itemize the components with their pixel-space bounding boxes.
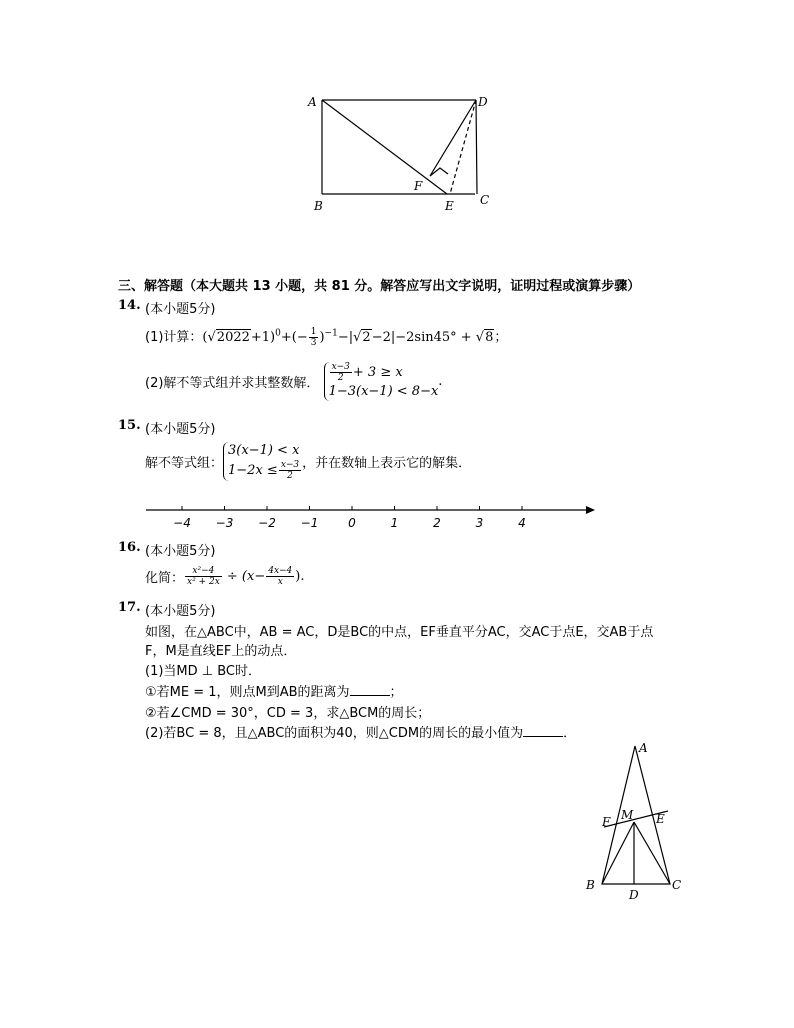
q14-score: (本小题5分) bbox=[145, 302, 216, 317]
q14-part1-sqrt: 2022 bbox=[216, 330, 250, 345]
fig2-label-A: A bbox=[639, 741, 648, 755]
q14-part2-l1-num: x−3 bbox=[331, 362, 350, 372]
q14-part2-l1-rest: + 3 ≥ x bbox=[352, 365, 403, 380]
q17-answer-blank-1[interactable] bbox=[350, 683, 390, 696]
q16-number: 16. bbox=[118, 540, 141, 555]
q17-line6 bbox=[145, 722, 576, 741]
q14-part1-exp1: −1 bbox=[324, 328, 338, 339]
q17-line4-a: ①若ME = 1，则点M到AB的距离为 bbox=[145, 685, 350, 700]
q16-prefix: 化简： bbox=[145, 571, 185, 586]
q14-part2-l2: 1−3(x−1) < 8−x bbox=[328, 384, 439, 399]
q17-line4 bbox=[145, 681, 403, 700]
q17-line3: (1)当MD ⊥ BC时． bbox=[145, 664, 261, 679]
q14-part1-expr-d: ) bbox=[319, 330, 325, 345]
q14-part1-expr-a: ( bbox=[202, 330, 208, 345]
label-D: D bbox=[478, 95, 488, 109]
fig2-label-F: F bbox=[602, 815, 611, 829]
number-line-tick-label: −3 bbox=[215, 516, 234, 530]
q16-mid: ÷ (x− bbox=[222, 569, 266, 584]
number-line-tick-label: 3 bbox=[475, 516, 484, 530]
q14-part1-expr-b: +1) bbox=[250, 330, 276, 345]
q16-end: ). bbox=[295, 569, 305, 584]
number-line-tick-label: 4 bbox=[518, 516, 526, 530]
q14-part1-frac-den: 3 bbox=[310, 338, 317, 348]
q15-body bbox=[145, 442, 471, 481]
label-C: C bbox=[480, 193, 490, 207]
q17-line6-a: (2)若BC = 8，且△ABC的面积为40，则△CDM的周长的最小值为 bbox=[145, 726, 524, 741]
q17-line2: F，M是直线EF上的动点． bbox=[145, 644, 297, 659]
q17-number: 17. bbox=[118, 600, 141, 615]
q14-part1-frac-num: 1 bbox=[310, 327, 317, 337]
q14-part1-sqrt2: 2 bbox=[362, 330, 371, 345]
fig2-label-C: C bbox=[672, 878, 682, 892]
label-E: E bbox=[445, 199, 454, 213]
q14-part1-label: (1)计算： bbox=[145, 330, 203, 345]
q14-part2-end: . bbox=[438, 374, 443, 389]
q16-frac1-den: x² + 2x bbox=[187, 577, 220, 587]
fig2-label-B: B bbox=[586, 878, 595, 892]
number-line-tick-label: 1 bbox=[390, 516, 399, 530]
q15-number: 15. bbox=[118, 418, 141, 433]
q17-answer-blank-2[interactable] bbox=[523, 724, 563, 737]
q17-score: (本小题5分) bbox=[145, 604, 216, 619]
q16-score: (本小题5分) bbox=[145, 544, 216, 559]
number-line-tick-label: −1 bbox=[300, 516, 319, 530]
number-line-tick-label: −2 bbox=[258, 516, 276, 530]
number-line-tick-label: 2 bbox=[433, 516, 441, 530]
q14-part1-end: ； bbox=[494, 330, 508, 345]
q17-line5: ②若∠CMD = 30°，CD = 3，求△BCM的周长； bbox=[145, 706, 431, 721]
q17-line6-b: ． bbox=[563, 726, 577, 741]
q14-part1-expr-c: +(− bbox=[280, 330, 308, 345]
q14-number: 14. bbox=[118, 298, 141, 313]
q14-part2-system bbox=[324, 362, 439, 401]
q14-part1-sqrt8: 8 bbox=[485, 330, 494, 345]
number-line bbox=[140, 500, 610, 535]
q15-line2-den: 2 bbox=[287, 471, 293, 481]
label-B: B bbox=[314, 199, 323, 213]
fig2-label-D: D bbox=[629, 888, 639, 902]
figure-triangle-abc bbox=[580, 738, 690, 903]
label-A: A bbox=[308, 95, 317, 109]
section-header: 三、解答题（本大题共 13 小题，共 81 分。解答应写出文字说明，证明过程或演算步骤） bbox=[118, 279, 641, 294]
q14-part2-l1-den: 2 bbox=[337, 373, 344, 383]
q16-frac1-num: x²−4 bbox=[185, 566, 222, 577]
number-line-tick-label: −4 bbox=[173, 516, 191, 530]
label-F: F bbox=[414, 179, 423, 193]
q14-part2-label: (2)解不等式组并求其整数解． bbox=[145, 376, 320, 391]
q14-part1-expr-e: −| bbox=[337, 330, 354, 345]
q15-line1: 3(x−1) < x bbox=[228, 443, 300, 458]
q17-line4-b: ； bbox=[389, 685, 403, 700]
q16-body bbox=[145, 566, 305, 587]
q17-line1: 如图，在△ABC中，AB = AC，D是BC的中点，EF垂直平分AC，交AC于点E，交AB于点 bbox=[145, 625, 654, 640]
number-line-tick-label: 0 bbox=[348, 516, 356, 530]
q14-part2 bbox=[145, 362, 442, 401]
q14-part1: (1)计算：$(√2022+1)^0+(-$ $\frac{1}{3}$ )$^{-1}$−|√2−2|−2sin45° + √8； bbox=[145, 327, 508, 348]
q14-part1-expr-f: −2|−2sin45° + bbox=[371, 330, 476, 345]
figure-rectangle-abcd bbox=[300, 88, 510, 218]
fig2-label-E: E bbox=[656, 812, 665, 826]
q15-score: (本小题5分) bbox=[145, 422, 216, 437]
fig2-label-M: M bbox=[621, 808, 634, 822]
q16-frac2-den: x bbox=[277, 577, 283, 587]
q15-system bbox=[223, 442, 302, 481]
q14-part1-exp0: 0 bbox=[275, 328, 281, 339]
q15-line2-a: 1−2x ≤ bbox=[228, 463, 278, 478]
q14-part1-frac bbox=[309, 327, 319, 348]
q15-line2-num: x−3 bbox=[280, 460, 300, 470]
q15-prefix: 解不等式组： bbox=[145, 456, 224, 471]
q16-frac2-num: 4x−4 bbox=[268, 566, 293, 576]
q15-suffix: ，并在数轴上表示它的解集． bbox=[302, 456, 472, 471]
